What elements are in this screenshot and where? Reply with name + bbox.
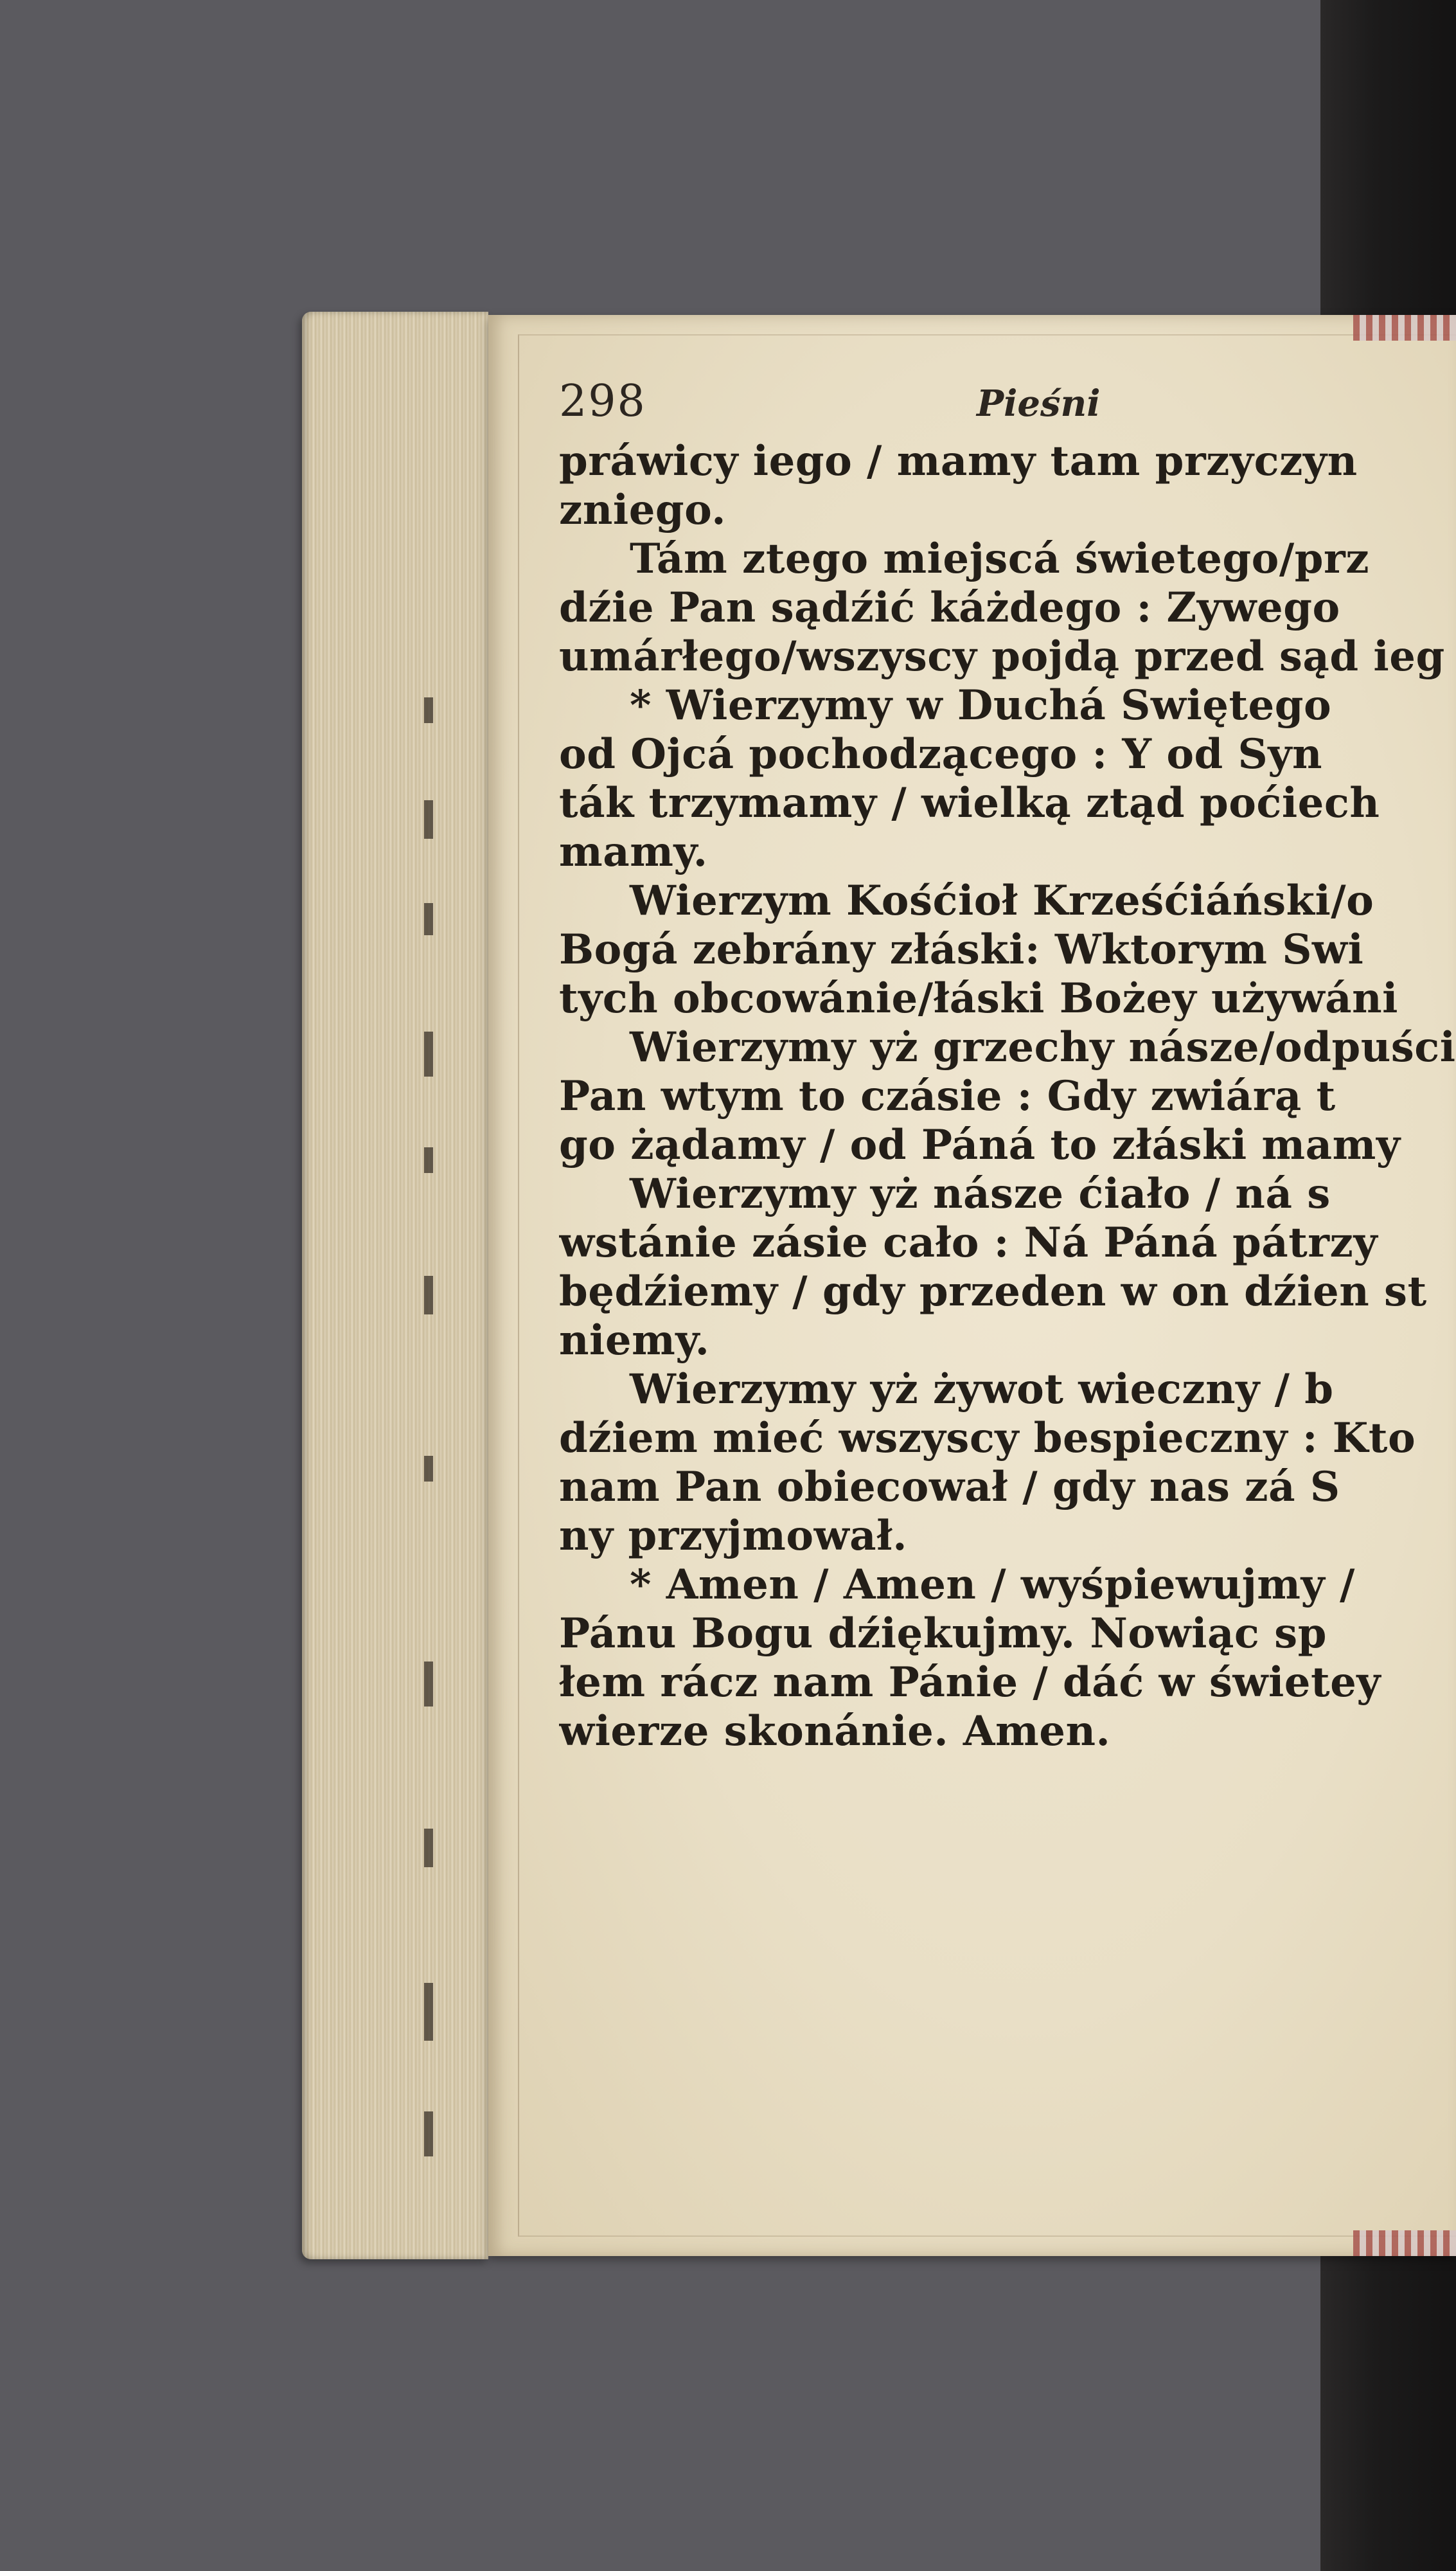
book-page xyxy=(488,315,1456,2256)
edge-mark xyxy=(424,1032,433,1077)
text-line: práwicy iego / mamy tam przyczyn xyxy=(559,437,1358,485)
book-page-edges xyxy=(302,312,488,2259)
text-line: go żądamy / od Páná to złáski mamy xyxy=(559,1121,1401,1169)
page-header xyxy=(559,376,1452,434)
edge-mark xyxy=(424,697,433,723)
ribbon-top xyxy=(1353,315,1456,341)
text-line: zniego. xyxy=(559,486,726,534)
text-line: będźiemy / gdy przeden w on dźien st xyxy=(559,1268,1427,1316)
ribbon-bottom xyxy=(1353,2230,1456,2256)
edge-mark xyxy=(424,1829,433,1867)
text-line: Wierzym Kośćioł Krześćiáński/o xyxy=(630,877,1374,925)
text-line: Bogá zebrány złáski: Wktorym Swi xyxy=(559,926,1364,974)
page-number: 298 xyxy=(559,376,646,427)
text-line: umárłego/wszyscy pojdą przed sąd ieg xyxy=(559,632,1445,681)
text-line: dźiem mieć wszyscy bespieczny : Kto xyxy=(559,1414,1416,1462)
text-line: niemy. xyxy=(559,1316,710,1365)
text-line: wierze skonánie. Amen. xyxy=(559,1707,1111,1755)
edge-mark xyxy=(424,800,433,839)
edge-mark xyxy=(424,903,433,935)
book xyxy=(302,302,1456,2269)
text-line: od Ojcá pochodzącego : Y od Syn xyxy=(559,730,1322,778)
edge-mark xyxy=(424,2111,433,2156)
text-line: tych obcowánie/łáski Bożey używáni xyxy=(559,974,1398,1023)
text-line: Tám ztego miejscá świetego/prz xyxy=(630,535,1370,583)
running-head: Pieśni xyxy=(977,382,1101,425)
text-line: Pan wtym to czásie : Gdy zwiárą t xyxy=(559,1072,1336,1120)
text-line: Wierzymy yż grzechy násze/odpuści xyxy=(630,1023,1456,1071)
edge-mark xyxy=(424,1983,433,2041)
edge-ink-marks xyxy=(424,697,433,2240)
text-line: * Amen / Amen / wyśpiewujmy / xyxy=(630,1561,1355,1609)
text-line: ták trzymamy / wielką ztąd poćiech xyxy=(559,779,1380,827)
text-line: nam Pan obiecował / gdy nas zá S xyxy=(559,1463,1340,1511)
text-line: Pánu Bogu dźiękujmy. Nowiąc sp xyxy=(559,1609,1327,1658)
text-line: mamy. xyxy=(559,828,708,876)
text-line: Wierzymy yż żywot wieczny / b xyxy=(630,1365,1334,1413)
text-line: dźie Pan sądźić káżdego : Zywego xyxy=(559,584,1340,632)
edge-mark xyxy=(424,1456,433,1482)
edge-mark xyxy=(424,1276,433,1314)
text-line: Wierzymy yż násze ćiało / ná s xyxy=(630,1170,1331,1218)
text-line: ny przyjmował. xyxy=(559,1512,908,1560)
edge-mark xyxy=(424,1662,433,1707)
text-line: wstánie zásie cało : Ná Páná pátrzy xyxy=(559,1219,1378,1267)
text-line: łem rácz nam Pánie / dáć w świetey xyxy=(559,1658,1381,1707)
edge-mark xyxy=(424,1147,433,1173)
hymn-text xyxy=(559,437,1456,1756)
text-line: * Wierzymy w Duchá Swiętego xyxy=(630,681,1332,730)
